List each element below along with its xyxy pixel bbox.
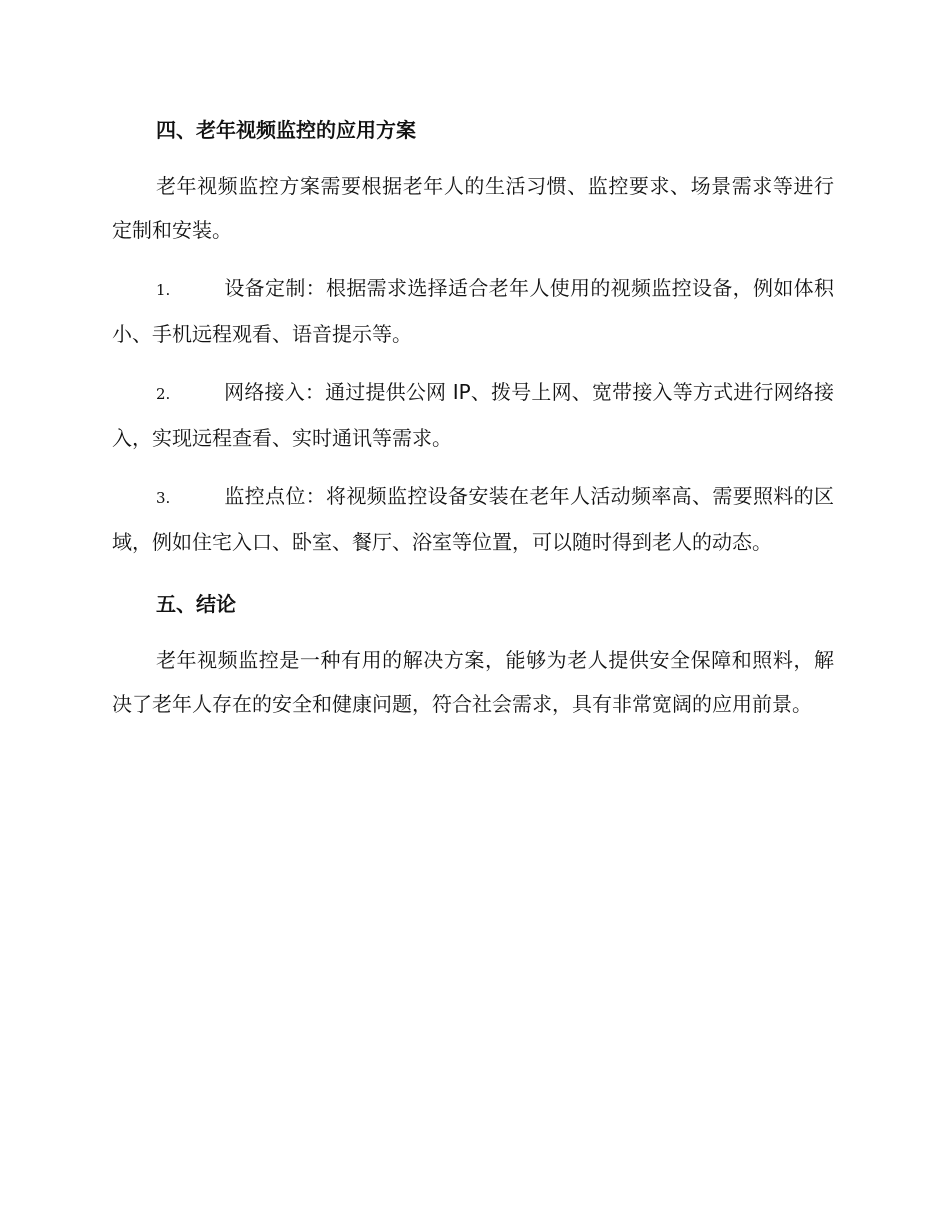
conclusion-paragraph: 老年视频监控是一种有用的解决方案，能够为老人提供安全保障和照料，解决了老年人存在的安全和健康问题，符合社会需求，具有非常宽阔的应用前景。: [112, 648, 834, 716]
list-item-text: 网络接入：通过提供公网 IP、拨号上网、宽带接入等方式进行网络接入，实现远程查看、实时通讯等需求。: [112, 380, 834, 450]
section-intro-paragraph: 老年视频监控方案需要根据老年人的生活习惯、监控要求、场景需求等进行定制和安装。: [112, 174, 834, 242]
list-number: 1.: [156, 281, 171, 299]
list-number: 3.: [156, 489, 171, 507]
list-item-device-customization: [112, 266, 834, 356]
section-heading-application: 四、老年视频监控的应用方案: [156, 118, 416, 142]
list-number: 2.: [156, 385, 171, 403]
document-body: [112, 112, 834, 740]
list-item-network-access: [112, 370, 834, 460]
section-heading-conclusion: 五、结论: [156, 592, 236, 616]
list-item-text: 设备定制：根据需求选择适合老年人使用的视频监控设备，例如体积小、手机远程观看、语音提示等。: [112, 276, 834, 346]
list-item-text: 监控点位：将视频监控设备安装在老年人活动频率高、需要照料的区域，例如住宅入口、卧室、餐厅、浴室等位置，可以随时得到老人的动态。: [112, 484, 834, 554]
list-item-monitoring-points: [112, 474, 834, 564]
